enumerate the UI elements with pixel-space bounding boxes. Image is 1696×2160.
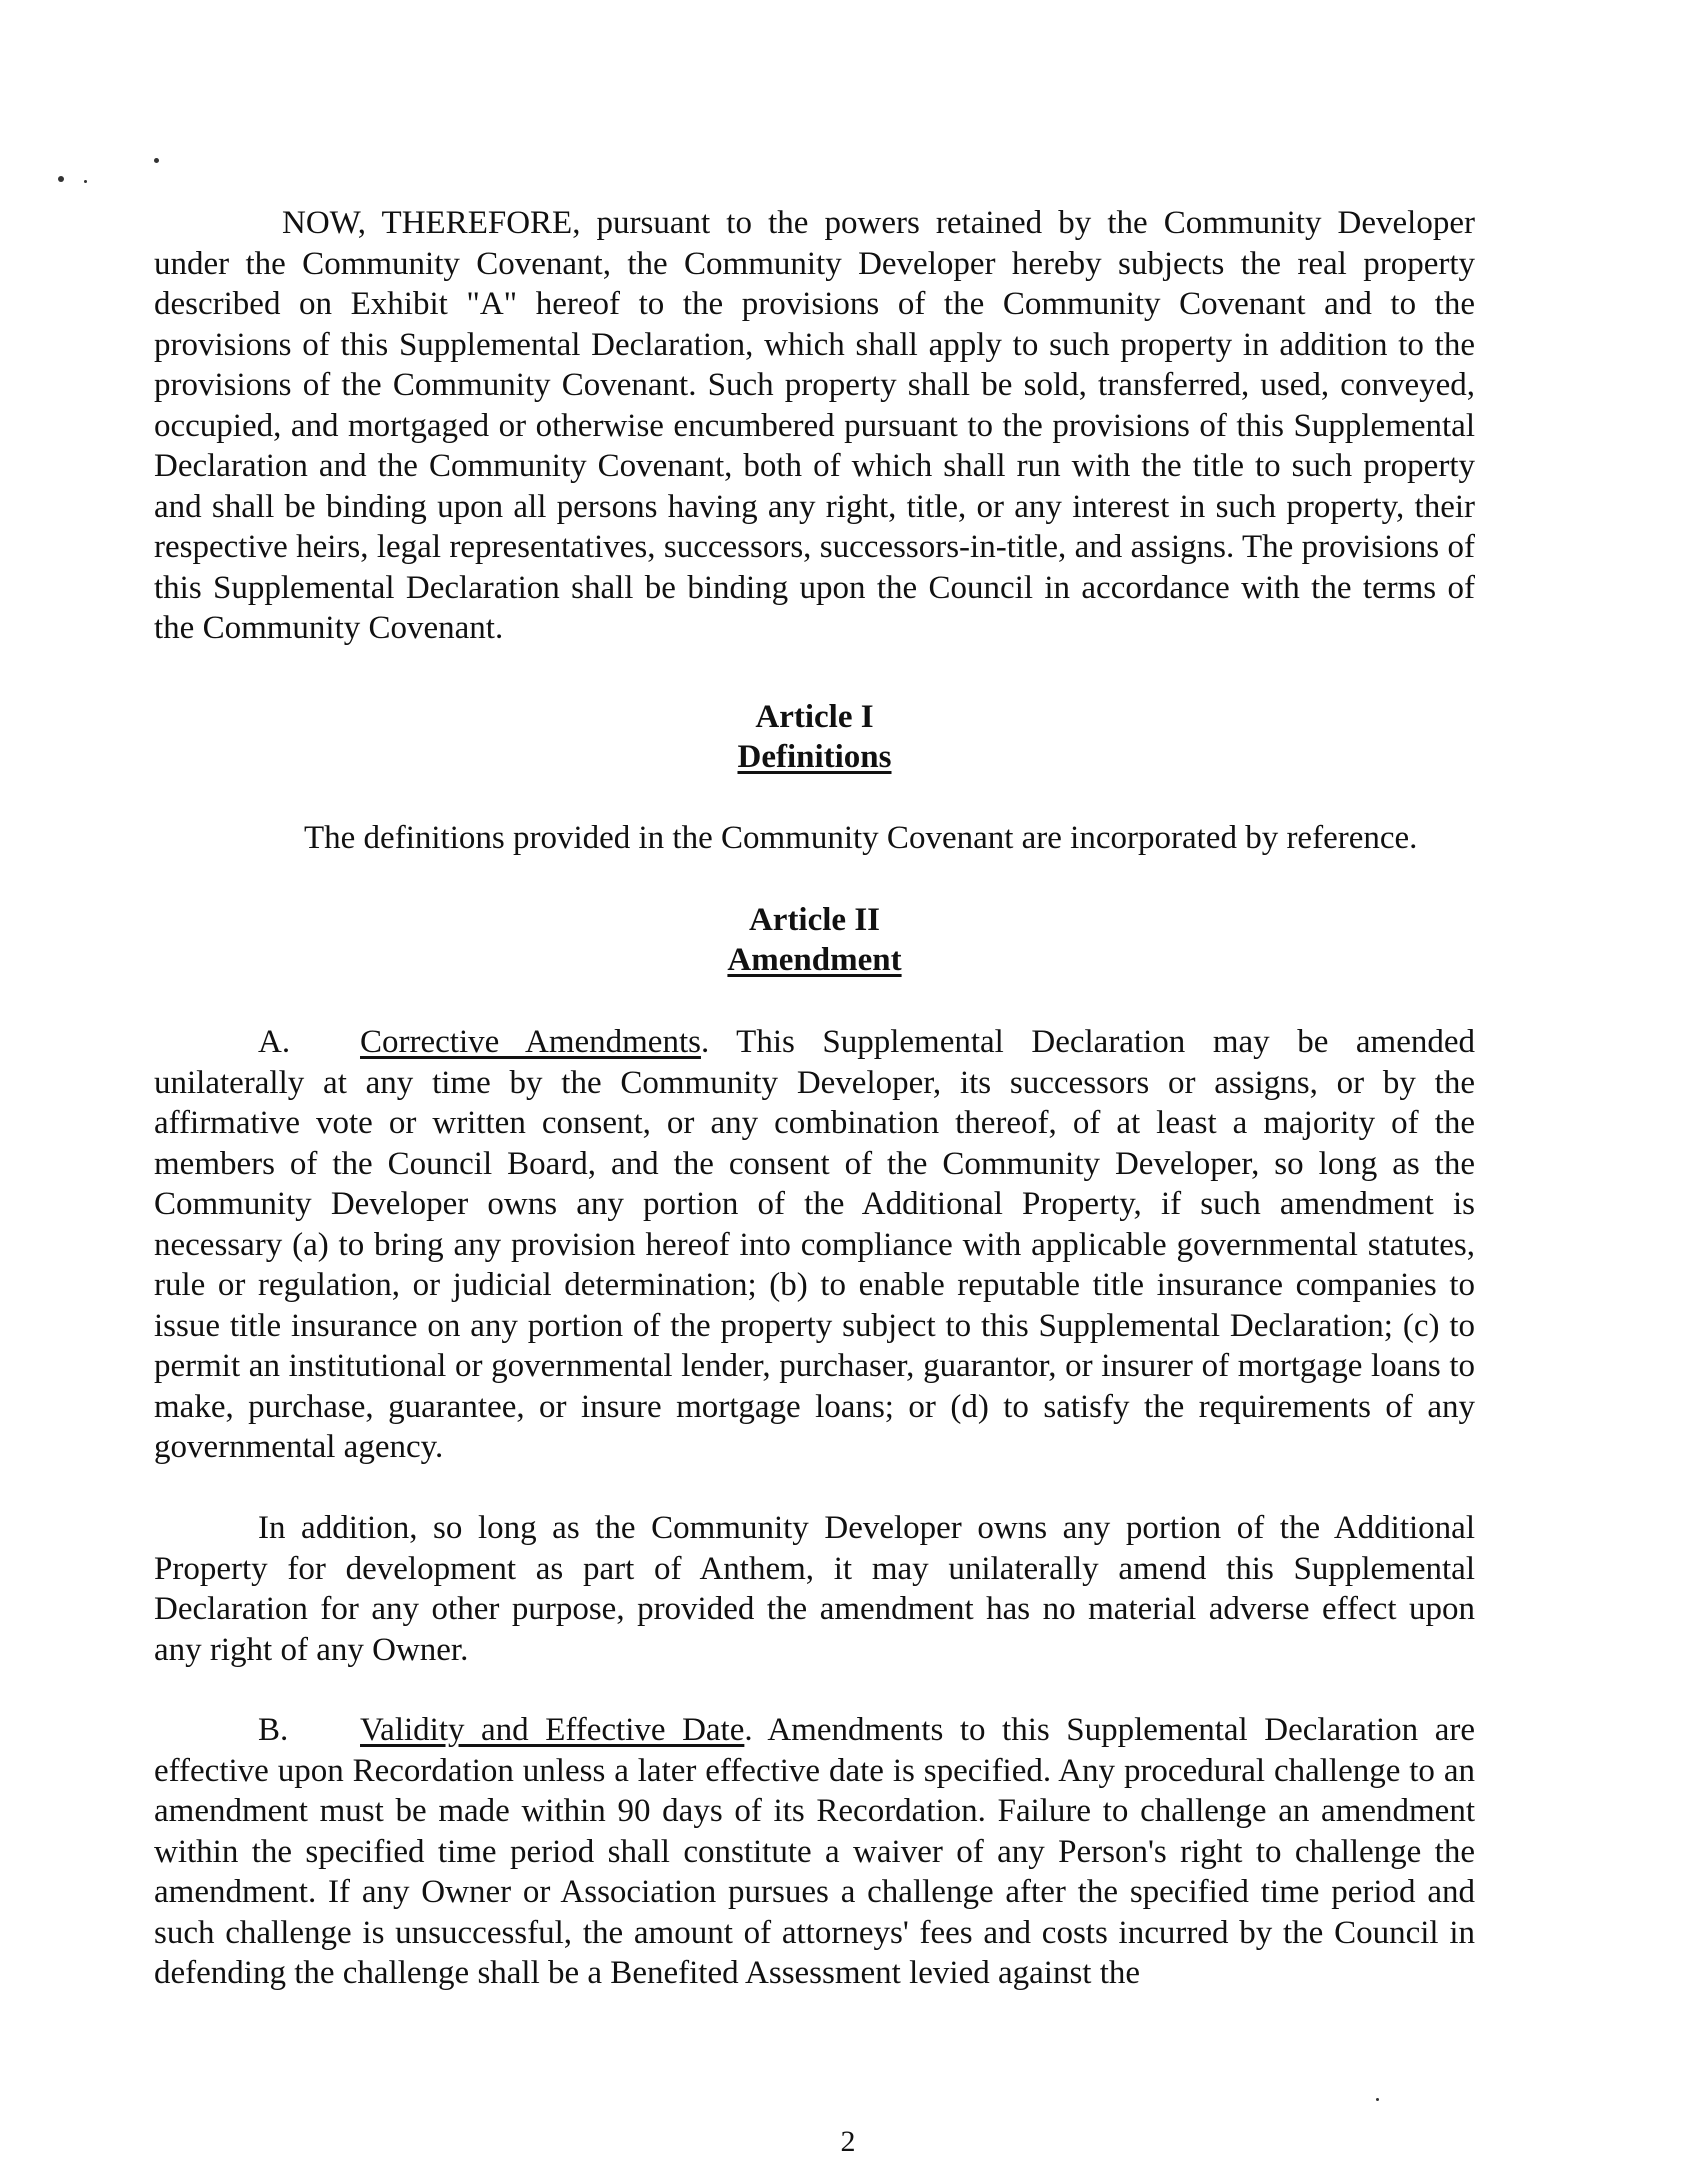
intro-paragraph: NOW, THEREFORE, pursuant to the powers retained by the Community Developer under the Community Covenant, the Community Developer hereby subjects the real property described on Exhibit "A" hereof to the provisions of the Community Covenant and to the provisions of this Supplemental Declaration, which shall apply to such property in addition to the provisions of the Community Covenant. Such property shall be sold, transferred, used, conveyed, occupied, and mortgaged or otherwise encumbered pursuant to the provisions of this Supplemental Declaration and the Community Covenant, both of which shall run with the title to such property and shall be binding upon all persons having any right, title, or any interest in such property, their respective heirs, legal representatives, successors, successors-in-title, and assigns. The provisions of this Supplemental Declaration shall be binding upon the Council in accordance with the terms of the Community Covenant. — [154, 205, 1475, 646]
article-1-heading — [154, 697, 1475, 777]
section-a-label: A. — [258, 1024, 291, 1060]
section-a-text: . This Supplemental Declaration may be amended unilaterally at any time by the Community Developer, its successors or assigns, or by the affirmative vote or written consent, or any combination thereof, of at least a majority of the members of the Council Board, and the consent of the Community Developer, so long as the Community Developer owns any portion of the Additional Property, if such amendment is necessary (a) to bring any provision hereof into compliance with applicable governmental statutes, rule or regulation, or judicial determination; (b) to enable reputable title insurance companies to issue title insurance on any portion of the property subject to this Supplemental Declaration; (c) to permit an institutional or governmental lender, purchaser, guarantor, or insurer of mortgage loans to make, purchase, guarantee, or insure mortgage loans; or (d) to satisfy the requirements of any governmental agency. — [154, 1024, 1475, 1465]
article-1-title: Definitions — [737, 739, 892, 775]
section-b-text: . Amendments to this Supplemental Declaration are effective upon Recordation unless a later effective date is specified. Any procedural challenge to an amendment must be made within 90 days of its Recordation. Failure to challenge an amendment within the specified time period shall constitute a waiver of any Person's right to challenge the amendment. If any Owner or Association pursues a challenge after the specified time period and such challenge is unsuccessful, the amount of attorneys' fees and costs incurred by the Council in defending the challenge shall be a Benefited Assessment levied against the — [154, 1712, 1475, 1991]
section-a-title: Corrective Amendments — [360, 1024, 701, 1060]
scan-speck — [58, 176, 64, 182]
article-2-number: Article II — [748, 902, 881, 938]
section-a-paragraph — [154, 1022, 1475, 1468]
section-b-paragraph — [154, 1710, 1475, 1994]
article-2-title: Amendment — [727, 942, 902, 978]
article-2-heading — [154, 900, 1475, 980]
article-1-definitions-text: The definitions provided in the Community Covenant are incorporated by reference. — [304, 820, 1418, 856]
scan-speck — [154, 158, 159, 163]
page-number: 2 — [840, 2125, 856, 2158]
article-1-number: Article I — [755, 699, 874, 735]
article-1-paragraph — [154, 818, 1475, 859]
scan-speck — [84, 180, 87, 183]
section-b-title: Validity and Effective Date — [360, 1712, 745, 1748]
section-b-label: B. — [258, 1712, 289, 1748]
addition-paragraph: In addition, so long as the Community Developer owns any portion of the Additional Property for development as part of Anthem, it may unilaterally amend this Supplemental Declaration for any other purpose, provided the amendment has no material adverse effect upon any right of any Owner. — [154, 1510, 1475, 1668]
scan-speck — [1376, 2098, 1379, 2101]
